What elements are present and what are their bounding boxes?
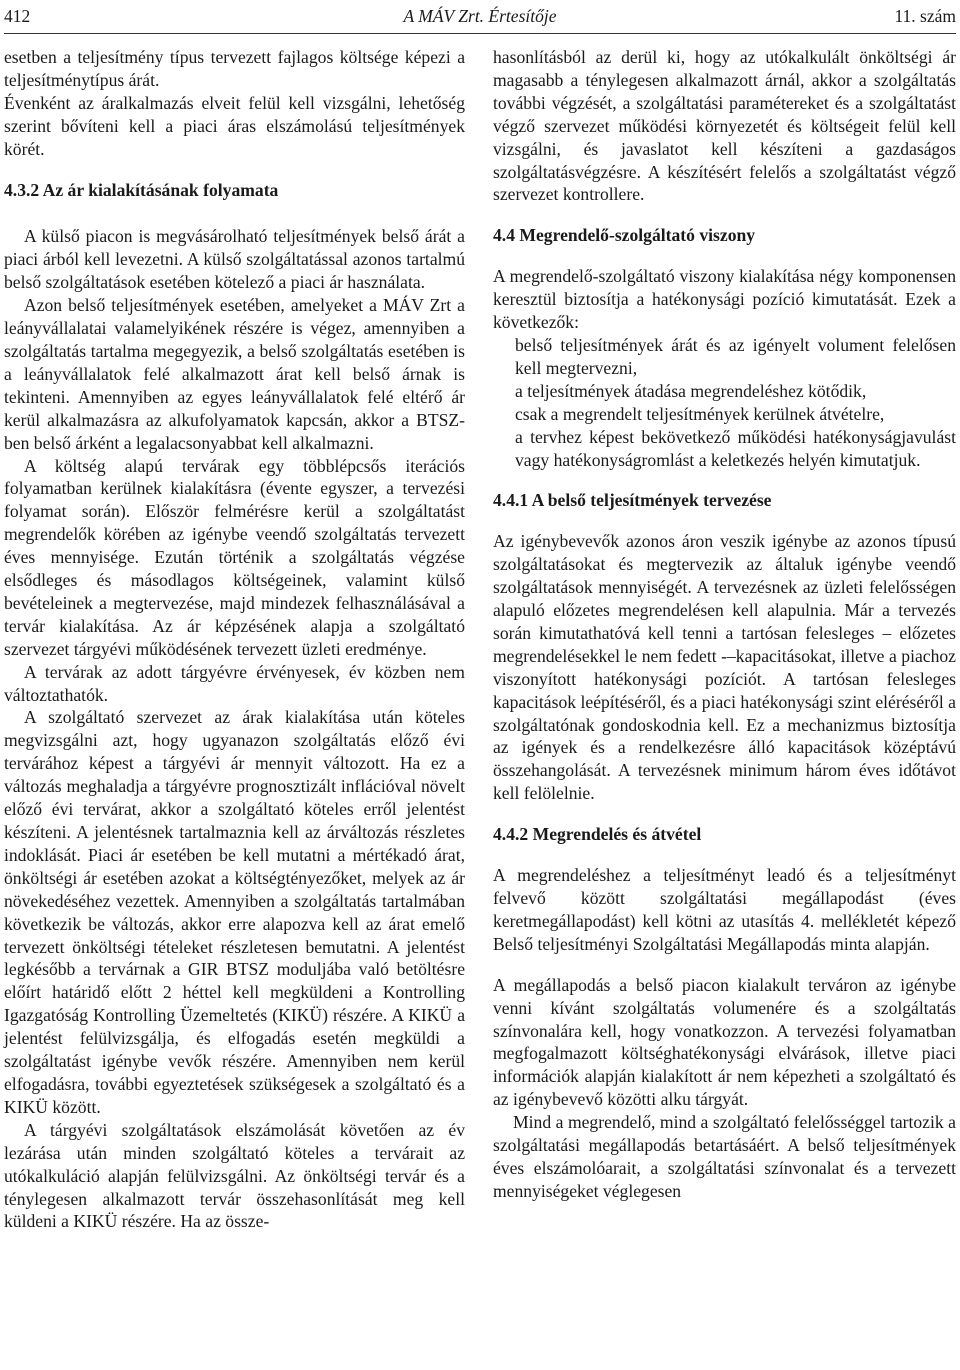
paragraph: A megrendeléshez a teljesítményt leadó és a teljesítményt felvevő között szolgáltatási megállapodást (éves keretmegállapodást) kell kötni az utasítás 4. mellékletét képező Belső teljesítményi Szolgáltatási Megállapodás minta alapján. (493, 865, 956, 954)
right-column (493, 46, 956, 1203)
paragraph: A megrendelő-szolgáltató viszony kialakítása négy komponensen keresztül biztosítja a hatékonysági pozíció kimutatását. Ezek a következők: (493, 266, 956, 333)
issue-number: 11. szám (894, 6, 956, 26)
paragraph: A megállapodás a belső piacon kialakult terváron az igénybe venni kívánt szolgáltatás volumenére és a szolgáltatás színvonalára kell, hogy vonatkozzon. A tervezési folyamatban megfogalmazott költséghatékonysági elvárások, illetve piaci információk alapján kialakított ár nem képezheti a szolgáltató és az igénybevevő közötti alku tárgyát. (493, 974, 956, 1110)
paragraph: hasonlításból az derül ki, hogy az utókalkulált önköltségi ár magasabb a ténylegesen alkalmazott árnál, akkor a szolgáltatás további végzését, a szolgáltatási paramétereket és a szolgáltatást végző szervezet működési környezetét és költségeit felül kell vizsgálni, és javaslatot kell készíteni a gazdaságos szolgáltatásvégzésre. A készítésért felelős a szolgáltatást végző szervezet kontrollere. (493, 47, 956, 205)
paragraph: A tárgyévi szolgáltatások elszámolását követően az év lezárása után minden szolgáltató köteles a tervárait az utókalkuláció alapján felülvizsgálni. Az önköltségi tervár és a ténylegesen alkalmazott tervár összehasonlítását meg kell küldeni a KIKÜ részére. Ha az össze- (4, 1119, 465, 1232)
paragraph: Az igénybevevők azonos áron veszik igénybe az azonos típusú szolgáltatásokat és megtervezik az általuk igénybe veendő szolgáltatások mennyiségét. A tervezésnek az üzleti felelősségen alapuló előzetes megrendelésen kell alapulnia. Már a tervezés során kimutathatóvá kell tenni a tartósan felesleges – előzetes megrendelésekkel le nem fedett -–kapacitásokat, illetve a piachoz viszonyított hatékonysági pozíciót. A tartósan felesleges kapacitások leépítéséről, és a piaci hatékonysági szint eléréséről a szolgáltatónak gondoskodnia kell. Ez a mechanizmus biztosítja az igények és a rendelkezésre álló kapacitások középtávú összehangolását. A tervezésnek minimum három éves időtávot kell felölelnie. (493, 531, 956, 804)
paragraph: A külső piacon is megvásárolható teljesítmények belső árát a piaci árból kell levezetni. A külső szolgáltatással azonos tartalmú belső szolgáltatások esetében kötelező a piaci ár használata. (4, 226, 465, 293)
page-header (4, 0, 956, 32)
page-number: 412 (4, 6, 31, 26)
paragraph: esetben a teljesítmény típus tervezett fajlagos költsége képezi a teljesítménytípus árát. (4, 47, 465, 90)
section-heading-4-4: 4.4 Megrendelő-szolgáltató viszony (493, 225, 756, 246)
paragraph: Mind a megrendelő, mind a szolgáltató felelősséggel tartozik a szolgáltatási megállapodás betartásáért. A belső teljesítmények éves elszámolóarait, a szolgáltatási színvonalat és a tervezett mennyiségeket véglegesen (493, 1112, 956, 1201)
section-heading-4-4-2: 4.4.2 Megrendelés és átvétel (493, 824, 702, 845)
paragraph: A tervárak az adott tárgyévre érvényesek, év közben nem változtathatók. (4, 661, 465, 705)
journal-title: A MÁV Zrt. Értesítője (403, 6, 557, 26)
list-item: a tervhez képest bekövetkező működési hatékonyságjavulást vagy hatékonyságromlást a keletkezés helyén kimutatjuk. (515, 426, 956, 470)
section-heading-4-3-2: 4.3.2 Az ár kialakításának folyamata (4, 179, 279, 200)
paragraph: A költség alapú tervárak egy többlépcsős iterációs folyamatban kerülnek kialakításra (évente egyszer, a tervezési folyamat során). Először felmérésre kerül a szolgáltatást megrendelők körében az igénybe veendő szolgáltatás tervezett éves mennyisége. Ezután történik a szolgáltatás végzése elsődleges és másodlagos költségeinek, valamint külső bevételeinek a megtervezése, majd mindezek felhasználásával a tervár kialakítása. Az ár képzésének alapja a szolgáltató szervezet tárgyévi működésének tervezett üzleti eredménye. (4, 455, 465, 659)
list-item: belső teljesítmények árát és az igényelt volument felelősen kell megtervezni, (515, 334, 956, 378)
left-column (4, 46, 465, 1233)
list-item: a teljesítmények átadása megrendeléshez kötődik, (515, 380, 867, 401)
paragraph: A szolgáltató szervezet az árak kialakítása után köteles megvizsgálni azt, hogy ugyanazon szolgáltatás előző évi tervárához képest a tárgyévi ár mennyit változott. Ha ez a változás meghaladja a tárgyévre prognosztizált inflációval növelt előző évi tervárat, akkor a szolgáltató köteles erről jelentést készíteni. A jelentésnek tartalmaznia kell az árváltozás részletes indoklását. Piaci ár esetében be kell mutatni a mértékadó árat, önköltségi ár esetében azokat a költségtényezőket, melyek az ár növekedéséhez vezettek. Amennyiben a szolgáltatás tartalmában következik be változás, akkor erre alapozva kell az árat emelő tervezett önköltségi tételeket részletesen bemutatni. A jelentést legkésőbb a tervárnak a GIR BTSZ moduljába való betöltésre előírt határidő előtt 2 héttel kell megküldeni a Kontrolling Igazgatóság Kontrolling Üzemeltetés (KIKÜ) részére. A KIKÜ a jelentést felülvizsgálja, és elfogadás esetén megküldi a szolgáltatást igénybe vevők részére. Amennyiben nem kerül elfogadásra, további egyeztetések szükségesek a szolgáltató és a KIKÜ között. (4, 707, 465, 1117)
list-item: csak a megrendelt teljesítmények kerülnek átvételre, (515, 403, 885, 424)
section-heading-4-4-1: 4.4.1 A belső teljesítmények tervezése (493, 490, 772, 511)
paragraph: Azon belső teljesítmények esetében, amelyeket a MÁV Zrt a leányvállalatai valamelyikének részére is végez, amennyiben a szolgáltatás tartalma megegyezik, a belső szolgáltatás esetében is a leányvállalatok felé alkalmazott árat kell belső árnak is tekinteni. Amennyiben az egyes leányvállalatok felé eltérő ár kerül alkalmazásra az alkufolyamatok kapcsán, akkor a BTSZ-ben belső árként a legalacsonyabbat kell alkalmazni. (4, 295, 465, 453)
paragraph: Évenként az áralkalmazás elveit felül kell vizsgálni, lehetőség szerint bővíteni kell a piaci áras elszámolású teljesítmények körét. (4, 92, 465, 159)
header-rule (4, 33, 956, 34)
